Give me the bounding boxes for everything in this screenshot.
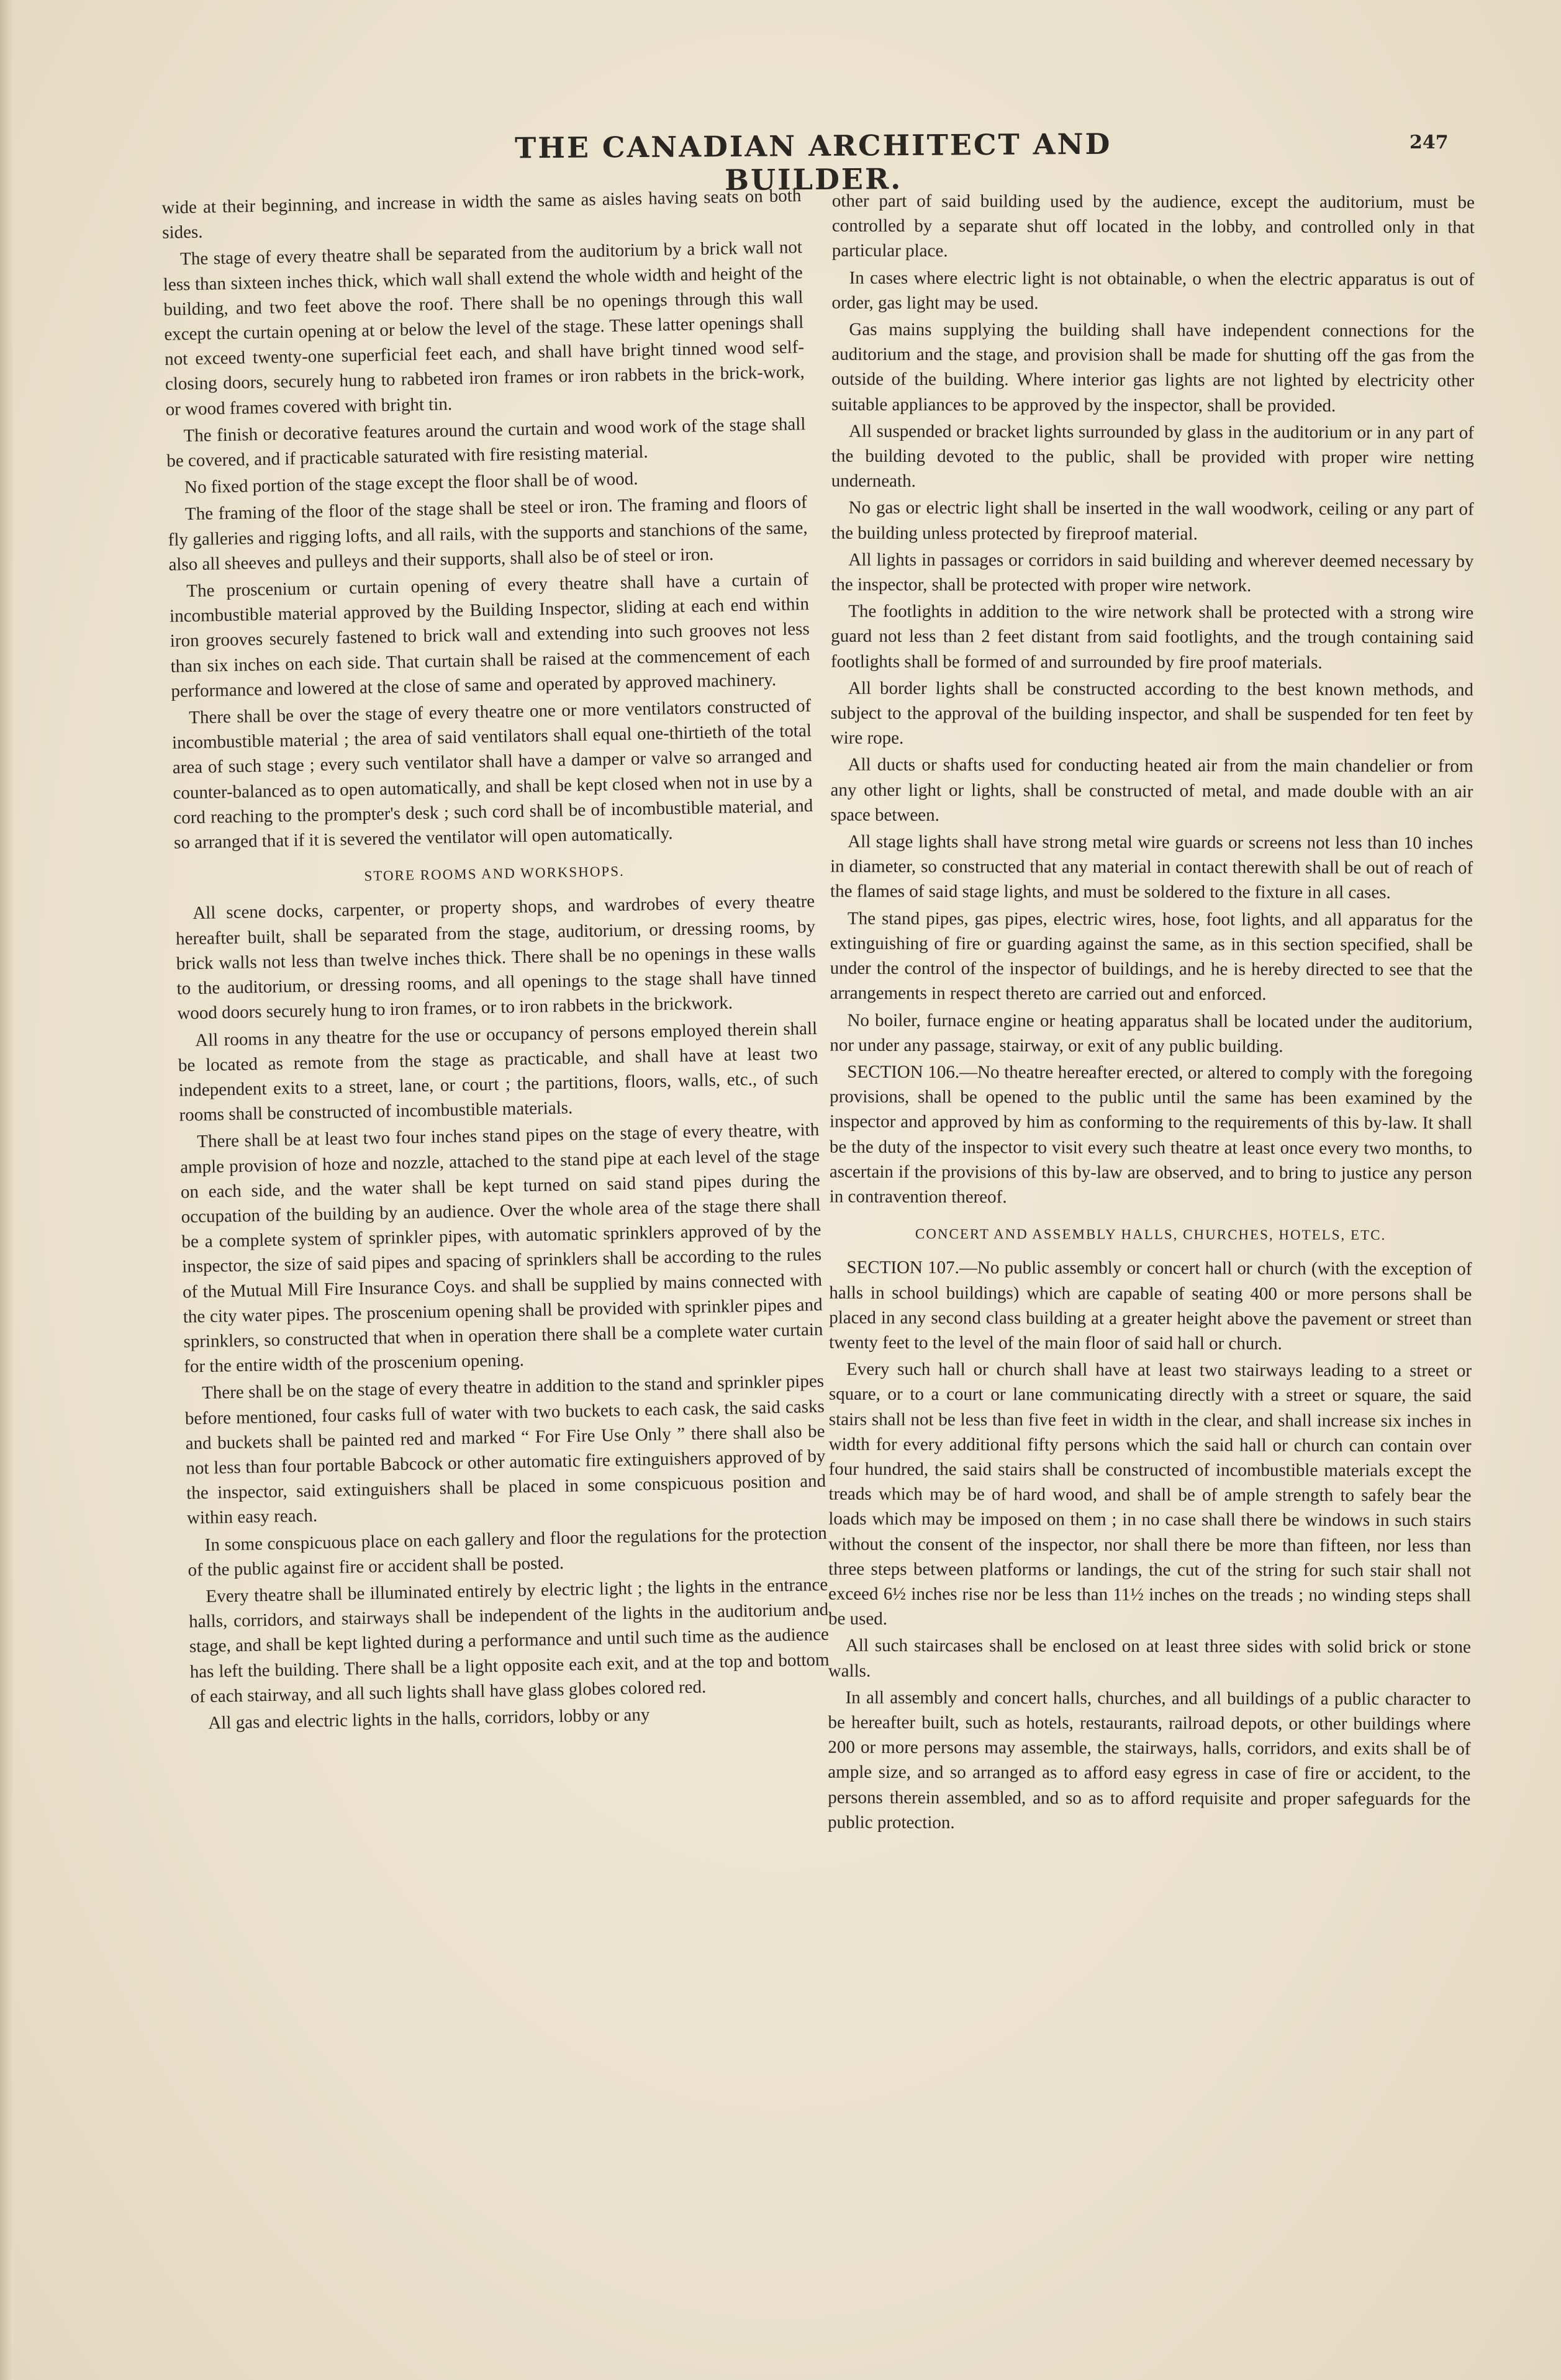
paragraph: The footlights in addition to the wire network shall be protected with a strong wire guard not less than 2 feet distant from said footlights, and the trough containing said footlights shall be formed of and surrounded by fire proof materials. (830, 601, 1474, 673)
paragraph: There shall be at least two four inches stand pipes on the stage of every theatre, with ample provision of hoze and nozzle, attached to the stand pipe at each level of the stage on each side, and the water shall be kept turned on said stand pipes during the occupation of the building by an audience. Over the whole area of the stage there shall be a complete system of sprinkler pipes, with automatic sprinklers approved of by the inspector, the size of said pipes and spacing of sprinklers shall be according to the rules of the Mutual Mill Fire Insurance Coys. and shall be supplied by mains connected with the city water pipes. The proscenium opening shall be provided with sprinkler pipes and sprinklers, so constructed that when in operation there shall be a complete water curtain for the entire width of the proscenium opening. (179, 1120, 823, 1377)
page-number: 247 (1409, 132, 1449, 153)
page-header (0, 127, 1561, 197)
paragraph: wide at their beginning, and increase in width the same as aisles having seats on both sides. (161, 186, 802, 243)
right-column (826, 189, 1475, 2351)
section-heading: CONCERT AND ASSEMBLY HALLS, CHURCHES, HOTELS, ETC. (915, 1226, 1387, 1243)
paragraph: No fixed portion of the stage except the floor shall be of wood. (184, 469, 638, 498)
paragraph: There shall be over the stage of every theatre one or more ventilators constructed of incombustible material ; the area of said ventilators shall equal one-thirtieth of the total area of such stage ; every such ventilator shall have a damper or valve so arranged and counter-balanced as to open automatically, and shall be kept closed when not in use by a cord reaching to the prompter's desk ; such cord shall be of incombustible material, and so arranged that if it is severed the ventilator will open automatically. (171, 696, 813, 853)
paragraph: All rooms in any theatre for the use or occupancy of persons employed therein shall be located as remote from the stage as practicable, and shall have at least two independent exits to a street, lane, or court ; the partitions, floors, walls, etc., of such rooms shall be constructed of incombustible materials. (178, 1018, 818, 1125)
paragraph: SECTION 107.—No public assembly or concert hall or church (with the exception of halls in school buildings) which are capable of seating 400 or more persons shall be placed in any second class building at a greater height above the pavement or street than twenty feet to the level of the main floor of said hall or church. (829, 1258, 1472, 1354)
paragraph: All lights in passages or corridors in said building and wherever deemed necessary by the inspector, shall be protected with proper wire network. (831, 549, 1474, 596)
paragraph: SECTION 106.—No theatre hereafter erected, or altered to comply with the foregoing provisions, shall be opened to the public until the same has been examined by the inspector and approved by him as conforming to the requirements of this by-law. It shall be the duty of the inspector to visit every such theatre at least once every two months, to ascertain if the provisions of this by-law are observed, and to bring to justice any person in contravention thereof. (829, 1062, 1473, 1207)
paragraph: In all assembly and concert halls, churches, and all buildings of a public character to be hereafter built, such as hotels, restaurants, railroad depots, or other buildings where 200 or more persons may assemble, the stairways, halls, corridors, and exits shall be of ample size, and so arranged as to afford easy egress in case of fire or accident, to the persons therein assembled, and so as to afford requisite and proper safeguards for the public protection. (828, 1687, 1471, 1832)
paragraph: All such staircases shall be enclosed on at least three sides with solid brick or stone walls. (828, 1636, 1471, 1681)
paragraph: The finish or decorative features around the curtain and wood work of the stage shall be covered, and if practicable saturated with fire resisting material. (166, 413, 806, 471)
paragraph: All stage lights shall have strong metal wire guards or screens not less than 10 inches in diameter, so constructed that any material in contact therewith shall be out of reach of the flames of said stage lights, and must be soldered to the fixture in all cases. (830, 831, 1473, 903)
paragraph: No gas or electric light shall be inserted in the wall woodwork, ceiling or any part of the building unless protected by fireproof material. (831, 498, 1474, 544)
paragraph: The stand pipes, gas pipes, electric wires, hose, foot lights, and all apparatus for the extinguishing of fire or guarding against the same, as in this section specified, shall be under the control of the inspector of buildings, and he is hereby directed to see that the arrangements in respect thereto are carried out and enforced. (830, 908, 1473, 1004)
paragraph: The proscenium or curtain opening of every theatre shall have a curtain of incombustible material approved by the Building Inspector, sliding at each end within iron grooves securely fastened to brick wall and extending into such grooves not less than six inches on each side. That curtain shall be raised at the commencement of each performance and lowered at the close of same and operated by approved machinery. (169, 569, 810, 701)
paragraph: Gas mains supplying the building shall have independent connections for the auditorium and the stage, and provision shall be made for shutting off the gas from the outside of the building. Where interior gas lights are not lighted by electricity other suitable appliances to be approved by the inspector, shall be provided. (831, 319, 1475, 416)
binding-gutter (0, 0, 14, 2380)
paragraph: All suspended or bracket lights surrounded by glass in the auditorium or in any part of the building devoted to the public, shall be provided with proper wire netting underneath. (831, 421, 1475, 492)
masthead-title: THE CANADIAN ARCHITECT AND BUILDER. (514, 127, 1112, 197)
paragraph: Every theatre shall be illuminated entirely by electric light ; the lights in the entrance halls, corridors, and stairways shall be independent of the lights in the auditorium and stage, and shall be kept lighted during a performance and until such time as the audience has left the building. There shall be a light opposite each exit, and at the top and bottom of each stairway, and all such lights shall have glass globes colored red. (188, 1574, 830, 1707)
left-column (161, 183, 843, 2355)
paragraph: The stage of every theatre shall be separated from the auditorium by a brick wall not less than sixteen inches thick, which wall shall extend the whole width and height of the building, and two feet above the roof. There shall be no openings through this wall except the curtain opening at or below the level of the stage. These latter openings shall not exceed twenty-one superficial feet each, and shall have bright tinned wood self-closing doors, securely hung to rabbeted iron frames or iron rabbets in the brick-work, or wood frames covered with bright tin. (163, 237, 805, 420)
paragraph: There shall be on the stage of every theatre in addition to the stand and sprinkler pipes before mentioned, four casks full of water with two buckets to each cask, the said casks and buckets shall be painted red and marked “ For Fire Use Only ” there shall also be not less than four portable Babcock or other automatic fire extinguishers approved of by the inspector, said extinguishers shall be placed in some conspicuous position and within easy reach. (184, 1371, 826, 1528)
paragraph: All gas and electric lights in the halls, corridors, lobby or any (208, 1705, 650, 1733)
paragraph: All ducts or shafts used for conducting heated air from the main chandelier or from any other light or lights, shall be constructed of metal, and made double with an air space between. (830, 755, 1473, 825)
paragraph: Every such hall or church shall have at least two stairways leading to a street or square, or to a court or lane communicating directly with a street or square, the said stairs shall not be less than five feet in width in the clear, and shall increase six inches in width for every additional fifty persons which the said hall or church can contain over four hundred, the said stairs shall be constructed of incombustible materials except the treads which may be of hard wood, and shall be of ample strength to safely bear the loads which may be imposed on them ; in no case shall there be windows in such stairs without the consent of the inspector, nor shall there be more than fifteen, nor less than three steps between platforms or landings, the cut of the string for such stair shall not exceed 6½ inches rise nor be less than 11½ inches on the treads ; no winding steps shall be used. (828, 1359, 1472, 1629)
paragraph: No boiler, furnace engine or heating apparatus shall be located under the auditorium, nor under any passage, stairway, or exit of any public building. (830, 1010, 1473, 1057)
paragraph: other part of said building used by the audience, except the auditorium, must be controlled by a separate shut off located in the lobby, and controlled only in that particular place. (831, 191, 1475, 261)
paragraph: In some conspicuous place on each gallery and floor the regulations for the protection of the public against fire or accident shall be posted. (188, 1523, 827, 1580)
paragraph: In cases where electric light is not obtainable, o when the electric apparatus is out of order, gas light may be used. (831, 268, 1475, 313)
paragraph: All border lights shall be constructed according to the best known methods, and subject to the approval of the building inspector, and shall be suspended for ten feet by wire rope. (830, 678, 1473, 749)
paragraph: All scene docks, carpenter, or property shops, and wardrobes of every theatre hereafter built, shall be separated from the stage, auditorium, or dressing rooms, by brick walls not less than twelve inches thick. There shall be no openings in these walls to the auditorium, or dressing rooms, and all openings to the stage shall have tinned wood doors securely hung to iron frames, or to iron rabbets in the brickwork. (175, 891, 817, 1024)
paragraph: The framing of the floor of the stage shall be steel or iron. The framing and floors of fly galleries and rigging lofts, and all rails, with the supports and stanchions of the same, also all sheeves and pulleys and their supports, shall also be of steel or iron. (168, 492, 808, 575)
section-heading: STORE ROOMS AND WORKSHOPS. (364, 863, 625, 885)
